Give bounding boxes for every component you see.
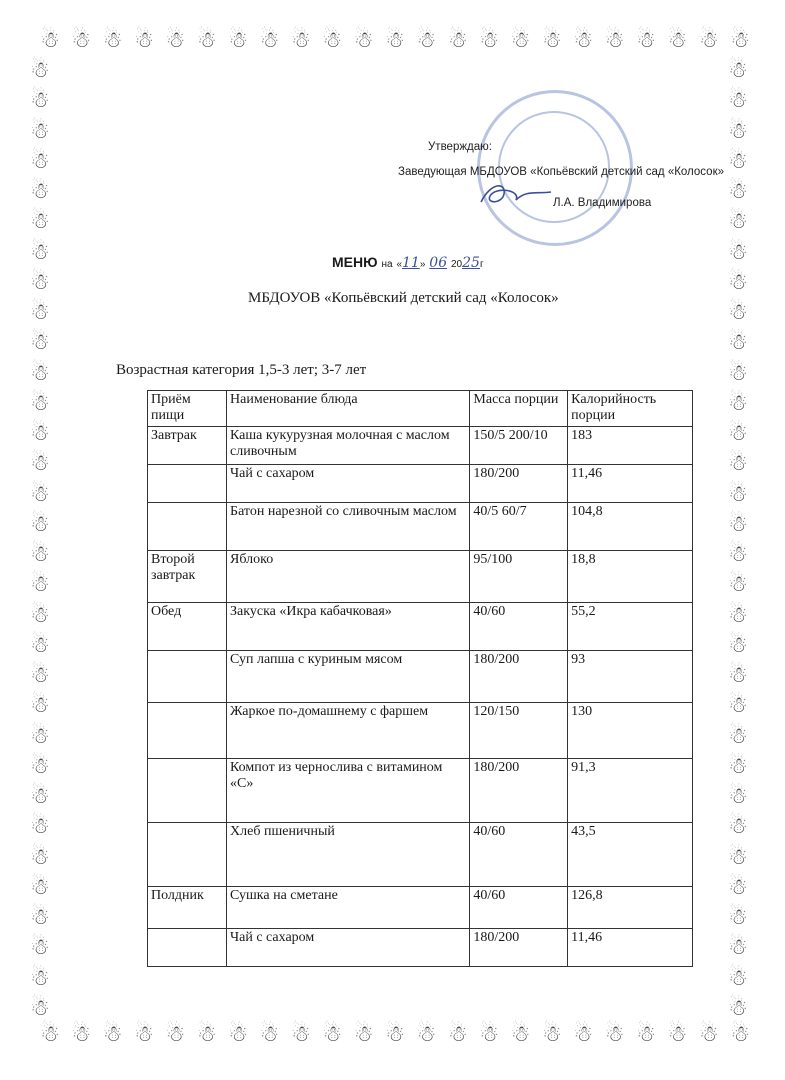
child-figure-icon: ☃: [728, 118, 748, 144]
meal-cell: Завтрак: [148, 427, 227, 465]
child-figure-icon: ☃: [322, 1022, 343, 1047]
menu-day: 11: [402, 255, 420, 271]
border-bottom: [40, 1024, 750, 1046]
child-figure-icon: ☃: [322, 28, 343, 53]
table-row: [148, 887, 693, 929]
child-figure-icon: ☃: [165, 1022, 186, 1047]
child-figure-icon: ☃: [30, 300, 50, 325]
child-figure-icon: ☃: [30, 965, 50, 991]
kcal-cell: 18,8: [568, 551, 693, 603]
mass-cell: 180/200: [470, 465, 568, 503]
menu-word: МЕНЮ: [332, 254, 378, 270]
approval-title: Утверждаю:: [428, 141, 492, 153]
child-figure-icon: ☃: [30, 602, 50, 628]
menu-year-suffix: 25: [462, 255, 480, 271]
child-figure-icon: ☃: [30, 542, 50, 567]
table-row: [148, 551, 693, 603]
child-figure-icon: ☃: [30, 663, 50, 688]
child-figure-icon: ☃: [728, 753, 748, 779]
border-right: [728, 60, 748, 1020]
mass-cell: 180/200: [470, 929, 568, 967]
child-figure-icon: ☃: [728, 421, 748, 446]
dish-cell: Батон нарезной со сливочным маслом: [227, 503, 470, 551]
child-figure-icon: ☃: [30, 209, 50, 235]
child-figure-icon: ☃: [196, 1022, 217, 1047]
meal-cell: [148, 465, 227, 503]
child-figure-icon: ☃: [30, 723, 50, 749]
child-figure-icon: ☃: [728, 602, 748, 628]
child-figure-icon: ☃: [40, 28, 60, 53]
menu-year-prefix: 20: [451, 259, 463, 270]
child-figure-icon: ☃: [416, 1022, 437, 1047]
age-category: Возрастная категория 1,5-3 лет; 3-7 лет: [116, 362, 367, 378]
mass-cell: 40/60: [470, 603, 568, 651]
child-figure-icon: ☃: [636, 28, 656, 53]
child-figure-icon: ☃: [728, 995, 748, 1021]
child-figure-icon: ☃: [30, 784, 50, 809]
mass-cell: 180/200: [470, 651, 568, 703]
child-figure-icon: ☃: [30, 421, 50, 446]
kcal-cell: 11,46: [568, 465, 693, 503]
child-figure-icon: ☃: [728, 148, 748, 174]
child-figure-icon: ☃: [291, 28, 311, 53]
child-figure-icon: ☃: [30, 511, 50, 537]
table-row: [148, 465, 693, 503]
dish-cell: Чай с сахаром: [227, 465, 470, 503]
kcal-cell: 55,2: [568, 603, 693, 651]
child-figure-icon: ☃: [728, 874, 748, 900]
header-kcal: Калорийность порции: [568, 391, 693, 427]
mass-cell: 40/60: [470, 887, 568, 929]
meal-cell: Обед: [148, 603, 227, 651]
child-figure-icon: ☃: [102, 28, 123, 53]
child-figure-icon: ☃: [447, 28, 468, 53]
table-row: [148, 651, 693, 703]
child-figure-icon: ☃: [30, 572, 50, 598]
child-figure-icon: ☃: [30, 632, 50, 658]
menu-title: МЕНЮ на «11» 06 2025г: [332, 254, 484, 271]
table-row: [148, 603, 693, 651]
child-figure-icon: ☃: [30, 330, 50, 356]
child-figure-icon: ☃: [728, 209, 748, 235]
meal-cell: [148, 759, 227, 823]
child-figure-icon: ☃: [30, 118, 50, 144]
child-figure-icon: ☃: [30, 753, 50, 779]
child-figure-icon: ☃: [291, 1022, 311, 1047]
mass-cell: 180/200: [470, 759, 568, 823]
child-figure-icon: ☃: [30, 360, 50, 386]
child-figure-icon: ☃: [30, 814, 50, 840]
kcal-cell: 130: [568, 703, 693, 759]
kcal-cell: 183: [568, 427, 693, 465]
child-figure-icon: ☃: [728, 481, 748, 507]
child-figure-icon: ☃: [102, 1022, 123, 1047]
table-row: [148, 759, 693, 823]
child-figure-icon: ☃: [165, 28, 186, 53]
child-figure-icon: ☃: [698, 28, 719, 53]
child-figure-icon: ☃: [728, 88, 748, 114]
child-figure-icon: ☃: [728, 723, 748, 749]
child-figure-icon: ☃: [698, 1022, 719, 1047]
child-figure-icon: ☃: [730, 1022, 750, 1047]
child-figure-icon: ☃: [728, 935, 748, 961]
mass-cell: 40/5 60/7: [470, 503, 568, 551]
kcal-cell: 91,3: [568, 759, 693, 823]
header-dish: Наименование блюда: [227, 391, 470, 427]
meal-cell: [148, 703, 227, 759]
child-figure-icon: ☃: [510, 1022, 531, 1047]
child-figure-icon: ☃: [71, 28, 92, 53]
child-figure-icon: ☃: [604, 28, 625, 53]
child-figure-icon: ☃: [728, 269, 748, 295]
kcal-cell: 93: [568, 651, 693, 703]
child-figure-icon: ☃: [30, 179, 50, 204]
child-figure-icon: ☃: [196, 28, 217, 53]
child-figure-icon: ☃: [30, 269, 50, 295]
meal-cell: Полдник: [148, 887, 227, 929]
child-figure-icon: ☃: [728, 511, 748, 537]
kcal-cell: 126,8: [568, 887, 693, 929]
child-figure-icon: ☃: [30, 239, 50, 265]
child-figure-icon: ☃: [728, 179, 748, 204]
child-figure-icon: ☃: [667, 1022, 688, 1047]
child-figure-icon: ☃: [728, 390, 748, 416]
child-figure-icon: ☃: [728, 965, 748, 991]
mass-cell: 95/100: [470, 551, 568, 603]
child-figure-icon: ☃: [30, 844, 50, 870]
dish-cell: Хлеб пшеничный: [227, 823, 470, 887]
child-figure-icon: ☃: [30, 905, 50, 930]
kcal-cell: 43,5: [568, 823, 693, 887]
child-figure-icon: ☃: [30, 935, 50, 961]
child-figure-icon: ☃: [134, 28, 154, 53]
child-figure-icon: ☃: [479, 1022, 499, 1047]
kcal-cell: 104,8: [568, 503, 693, 551]
child-figure-icon: ☃: [728, 814, 748, 840]
child-figure-icon: ☃: [259, 28, 280, 53]
child-figure-icon: ☃: [728, 239, 748, 265]
child-figure-icon: ☃: [40, 1022, 60, 1047]
signature: [476, 180, 556, 210]
child-figure-icon: ☃: [30, 995, 50, 1021]
child-figure-icon: ☃: [30, 451, 50, 477]
child-figure-icon: ☃: [30, 481, 50, 507]
meal-cell: [148, 929, 227, 967]
child-figure-icon: ☃: [667, 28, 688, 53]
table-row: [148, 427, 693, 465]
child-figure-icon: ☃: [30, 390, 50, 416]
border-left: [30, 60, 50, 1020]
child-figure-icon: ☃: [353, 1022, 374, 1047]
child-figure-icon: ☃: [542, 1022, 562, 1047]
approval-position: Заведующая МБДОУОВ «Копьёвский детский сад «Колосок»: [398, 166, 724, 178]
child-figure-icon: ☃: [353, 28, 374, 53]
meal-cell: [148, 823, 227, 887]
child-figure-icon: ☃: [385, 28, 405, 53]
child-figure-icon: ☃: [30, 88, 50, 114]
dish-cell: Жаркое по-домашнему с фаршем: [227, 703, 470, 759]
child-figure-icon: ☃: [573, 1022, 594, 1047]
organization-name: МБДОУОВ «Копьёвский детский сад «Колосок»: [248, 290, 559, 306]
dish-cell: Сушка на сметане: [227, 887, 470, 929]
child-figure-icon: ☃: [134, 1022, 154, 1047]
child-figure-icon: ☃: [604, 1022, 625, 1047]
child-figure-icon: ☃: [728, 58, 748, 83]
mass-cell: 120/150: [470, 703, 568, 759]
child-figure-icon: ☃: [728, 905, 748, 930]
dish-cell: Яблоко: [227, 551, 470, 603]
child-figure-icon: ☃: [728, 784, 748, 809]
child-figure-icon: ☃: [728, 693, 748, 719]
kcal-cell: 11,46: [568, 929, 693, 967]
meal-cell: [148, 651, 227, 703]
child-figure-icon: ☃: [728, 451, 748, 477]
dish-cell: Закуска «Икра кабачковая»: [227, 603, 470, 651]
child-figure-icon: ☃: [71, 1022, 92, 1047]
child-figure-icon: ☃: [728, 330, 748, 356]
table-row: [148, 503, 693, 551]
table-row: [148, 929, 693, 967]
child-figure-icon: ☃: [447, 1022, 468, 1047]
child-figure-icon: ☃: [30, 148, 50, 174]
mass-cell: 40/60: [470, 823, 568, 887]
child-figure-icon: ☃: [385, 1022, 405, 1047]
menu-on: на: [381, 259, 393, 270]
border-top: [40, 30, 750, 52]
child-figure-icon: ☃: [728, 844, 748, 870]
child-figure-icon: ☃: [228, 1022, 248, 1047]
dish-cell: Каша кукурузная молочная с маслом сливочным: [227, 427, 470, 465]
child-figure-icon: ☃: [259, 1022, 280, 1047]
meal-cell: [148, 503, 227, 551]
child-figure-icon: ☃: [30, 874, 50, 900]
child-figure-icon: ☃: [728, 542, 748, 567]
menu-table: [147, 390, 693, 967]
child-figure-icon: ☃: [728, 300, 748, 325]
dish-cell: Чай с сахаром: [227, 929, 470, 967]
meal-cell: Второй завтрак: [148, 551, 227, 603]
child-figure-icon: ☃: [573, 28, 594, 53]
child-figure-icon: ☃: [416, 28, 437, 53]
child-figure-icon: ☃: [728, 360, 748, 386]
table-row: [148, 703, 693, 759]
mass-cell: 150/5 200/10: [470, 427, 568, 465]
table-row: [148, 823, 693, 887]
header-meal: Приём пищи: [148, 391, 227, 427]
menu-month: 06: [429, 255, 448, 271]
menu-year-unit: г: [479, 259, 484, 270]
child-figure-icon: ☃: [728, 663, 748, 688]
dish-cell: Суп лапша с куриным мясом: [227, 651, 470, 703]
child-figure-icon: ☃: [228, 28, 248, 53]
child-figure-icon: ☃: [728, 572, 748, 598]
dish-cell: Компот из чернослива с витамином «С»: [227, 759, 470, 823]
child-figure-icon: ☃: [510, 28, 531, 53]
child-figure-icon: ☃: [30, 58, 50, 83]
child-figure-icon: ☃: [30, 693, 50, 719]
child-figure-icon: ☃: [542, 28, 562, 53]
header-mass: Масса порции: [470, 391, 568, 427]
child-figure-icon: ☃: [728, 632, 748, 658]
child-figure-icon: ☃: [636, 1022, 656, 1047]
child-figure-icon: ☃: [730, 28, 750, 53]
child-figure-icon: ☃: [479, 28, 499, 53]
approval-name: Л.А. Владимирова: [553, 197, 652, 209]
table-header-row: [148, 391, 693, 427]
